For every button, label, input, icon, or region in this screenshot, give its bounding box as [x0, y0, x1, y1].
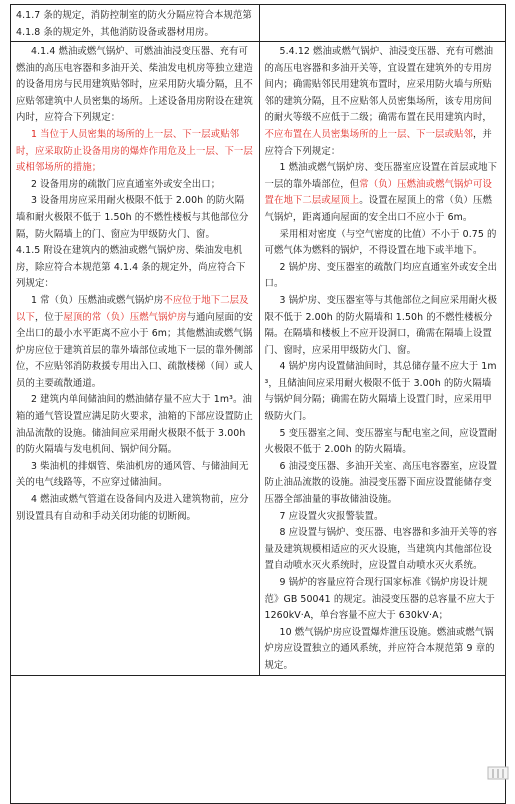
clause-4-1-4-item-3: 3 设备用房应采用耐火极限不低于 2.00h 的防火隔墙和耐火极限不低于 1.50h 的不燃性楼板与其他部位分隔，防火隔墙上的门、窗应为甲级防火门、窗。	[16, 195, 249, 240]
clause-5-4-12	[265, 44, 501, 160]
clause-5-4-12-item-6: 6 油浸变压器、多油开关室、高压电容器室，应设置防止油品流散的设施。油浸变压器下面应设置能储存变压器全部油量的事故储油设施。	[264, 460, 498, 506]
clause-5-4-12-item-2: 2 锅炉房、变压器室的疏散门均应直通室外或安全出口。	[264, 261, 498, 290]
clause-5-4-12-note: 采用相对密度（与空气密度的比值）不小于 0.75 的可燃气体为燃料的锅炉，不得设置在地下或半地下。	[264, 228, 497, 257]
clause-5-4-12-item-8: 8 应设置与锅炉、变压器、电容器和多油开关等的容量及建筑规模相适应的灭火设施，当建筑内其他部位设置自动喷水灭火系统时，应设置自动喷水灭火系统。	[264, 527, 498, 572]
paragraph: 4.1.7 条的规定，消防控制室的防火分隔应符合本规范第 4.1.8 条的规定外，其他消防设备或器材用房。	[16, 10, 252, 38]
highlight-run: 不应位于地下二层及以下	[16, 294, 249, 323]
clause-4-1-5-item-3: 3 柴油机的排烟管、柴油机房的通风管、与储油间无关的电气线路等，不应穿过储油间。	[16, 460, 249, 489]
highlight-run: 屋顶的常（负）压燃气锅炉房	[63, 311, 187, 323]
clause-4-1-5-item-2: 2 建筑内单间储油间的燃油储存量不应大于 1m³。油箱的通气管设置应满足防火要求，油箱的下部应设置防止油品流散的设施。储油间应采用耐火极限不低于 3.00h 的防火隔墙与发电机间、锅炉间分隔。	[16, 394, 253, 456]
text-run: ，位于	[34, 311, 64, 323]
clause-5-4-12-item-3: 3 锅炉房、变压器室等与其他部位之间应采用耐火极限不低于 2.00h 的防火隔墙和 1.50h 的不燃性楼板分隔。在隔墙和楼板上不应开设洞口，确需在隔墙上设置门、窗时，应采用甲级防火门、窗。	[264, 294, 498, 356]
clause-5-4-12-item-5: 5 变压器室之间、变压器室与配电室之间，应设置耐火极限不低于 2.00h 的防火隔墙。	[264, 427, 498, 456]
table-row	[11, 42, 505, 676]
left-cell-prev	[11, 5, 259, 42]
comparison-table	[11, 5, 505, 676]
text-run: 5.4.12 燃油或燃气锅炉、油浸变压器、充有可燃油的高压电容器和多油开关等，宜设置在建筑外的专用房间内；确需贴邻民用建筑布置时，应采用防火墙与所贴邻的建筑分隔，且不应贴邻人员密集场所，该专用房间的耐火等级不应低于二级；确需布置在民用建筑内时，	[264, 46, 494, 124]
clause-4-1-5-item-1	[16, 293, 254, 393]
left-cell-new-code	[11, 42, 259, 676]
clause-5-4-12-item-4: 4 锅炉房内设置储油间时，其总储存量不应大于 1m³，且储油间应采用耐火极限不低于 3.00h 的防火隔墙与锅炉间分隔；确需在防火隔墙上设置门时，应采用甲级防火门。	[264, 361, 497, 423]
clause-4-1-4-item-1: 1 当位于人员密集的场所的上一层、下一层或贴邻时，应采取防止设备用房的爆炸作用危及上一层、下一层或相邻场所的措施；	[16, 128, 253, 174]
text-run: ，并应符合下列规定：	[264, 128, 492, 157]
text-run: 1 燃油或燃气锅炉房、变压器室应设置在首层或地下一层的靠外墙部位，但	[264, 162, 498, 190]
comparison-table-sheet	[10, 4, 506, 804]
highlight-run: 常（负）压燃油或燃气锅炉可设置在地下二层或屋顶上	[264, 178, 492, 207]
table-row	[11, 5, 505, 42]
right-cell-prev	[259, 5, 505, 42]
text-run: 1 常（负）压燃油或燃气锅炉房	[31, 294, 164, 306]
clause-5-4-12-item-1	[265, 160, 501, 226]
text-run: 与通向屋面的安全出口的最小水平距离不应小于 6m；其他燃油或燃气锅炉房应位于建筑首层的靠外墙部位或地下一层的靠外侧部位，不应贴邻消防救援专用出入口、疏散楼梯（间）或人员的主要疏散通道。	[16, 311, 253, 389]
clause-5-4-12-item-10: 10 燃气锅炉房应设置爆炸泄压设施。燃油或燃气锅炉房应设置独立的通风系统，并应符合本规范第 9 章的规定。	[264, 626, 495, 671]
text-run: 。设置在屋顶上的常（负）压燃气锅炉，距离通向屋面的安全出口不应小于 6m。	[264, 195, 492, 223]
clause-5-4-12-item-7: 7 应设置火灾报警装置。	[279, 510, 384, 522]
page-corner-icon	[487, 766, 509, 780]
right-cell-old-code	[259, 42, 505, 676]
clause-5-4-12-item-9: 9 锅炉的容量应符合现行国家标准《锅炉房设计规范》GB 50041 的规定。油浸变压器的总容量不应大于 1260kV·A，单台容量不应大于 630kV·A；	[264, 577, 495, 622]
clause-4-1-5-item-4: 4 燃油或燃气管道在设备间内及进入建筑物前，应分别设置具有自动和手动关闭功能的切断阀。	[16, 494, 249, 522]
clause-4-1-4: 4.1.4 燃油或燃气锅炉、可燃油油浸变压器、充有可燃油的高压电容器和多油开关、柴油发电机房等独立建造的设备用房与民用建筑贴邻时，应采用防火墙分隔，且不应贴邻建筑中人员密集的场所。上述设备用房附设在建筑内时，应符合下列规定：	[16, 46, 253, 124]
highlight-run: 不应布置在人员密集场所的上一层、下一层或贴邻	[264, 128, 473, 140]
clause-4-1-5: 4.1.5 附设在建筑内的燃油或燃气锅炉房、柴油发电机房，除应符合本规范第 4.1.4 条的规定外，尚应符合下列规定：	[16, 245, 246, 290]
clause-4-1-4-item-2: 2 设备用房的疏散门应直通室外或安全出口；	[31, 178, 221, 190]
